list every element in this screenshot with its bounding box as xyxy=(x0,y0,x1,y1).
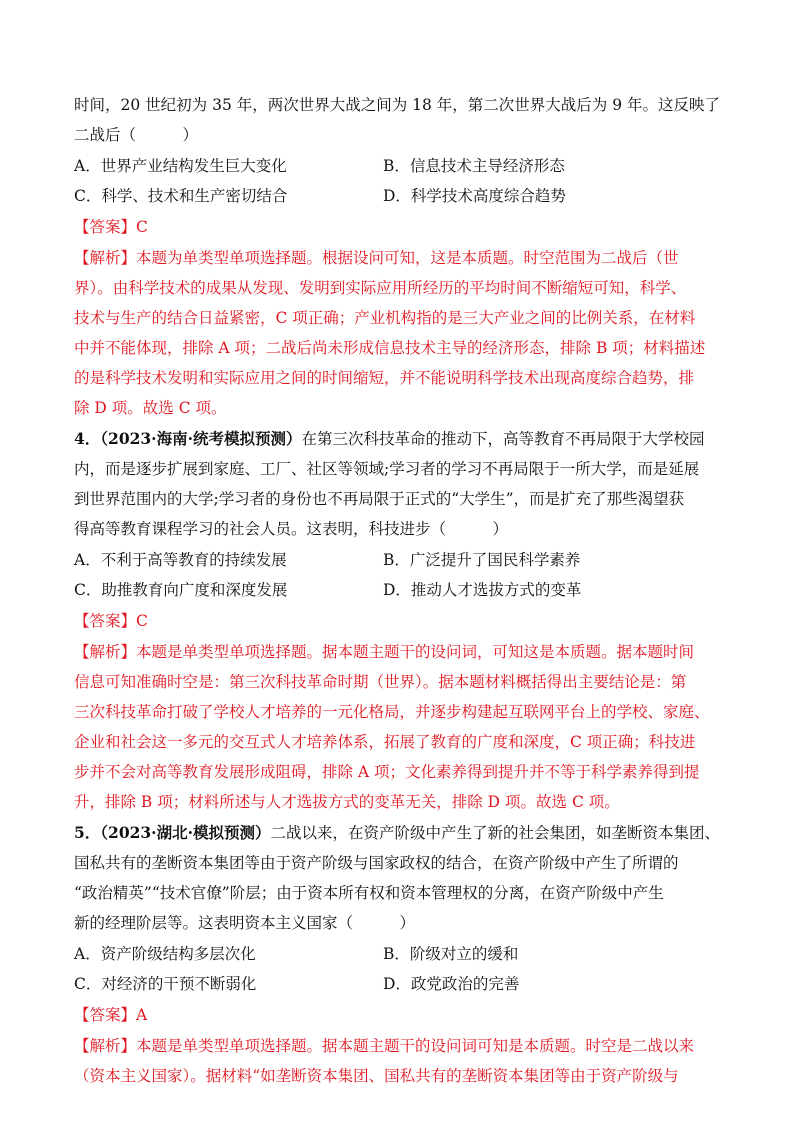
q4-option-a: A．不利于高等教育的持续发展 xyxy=(74,551,287,569)
q5-number: 5．（2023·湖北·模拟预测） xyxy=(74,823,271,842)
q5-stem-first-text: 二战以来，在资产阶级中产生了新的社会集团，如垄断资本集团、 xyxy=(270,824,720,842)
q3-analysis-line: 中并不能体现，排除 A 项；二战后尚未形成信息技术主导的经济形态，排除 B 项；材料描述 xyxy=(74,339,706,357)
q4-option-d: D．推动人才选拔方式的变革 xyxy=(383,581,582,599)
q3-option-d: D．科学技术高度综合趋势 xyxy=(383,187,566,205)
q3-answer: 【答案】C xyxy=(74,218,148,236)
q5-analysis-line: 【解析】本题是单类型单项选择题。据本题主题干的设问词可知是本质题。时空是二战以来 xyxy=(74,1037,695,1055)
q5-stem-line: “政治精英”“技术官僚”阶层；由于资本所有权和资本管理权的分离，在资产阶级中产生 xyxy=(74,884,664,902)
q4-answer: 【答案】C xyxy=(74,612,148,630)
q4-analysis-line: 步并不会对高等教育发展形成阻碍，排除 A 项；文化素养得到提升并不等于科学素养得到提 xyxy=(74,763,700,781)
q4-analysis-line: 【解析】本题是单类型单项选择题。据本题主题干的设问词，可知这是本质题。据本题时间 xyxy=(74,643,695,661)
q3-stem-line: 二战后（ ） xyxy=(74,126,199,144)
q3-option-c: C．科学、技术和生产密切结合 xyxy=(74,187,288,205)
q4-stem-first-text: 在第三次科技革命的推动下，高等教育不再局限于大学校园 xyxy=(301,430,705,448)
q5-stem-line: 国私共有的垄断资本集团等由于资产阶级与国家政权的结合，在资产阶级中产生了所谓的 xyxy=(74,854,679,872)
q4-stem-line: 到世界范围内的大学;学习者的身份也不再局限于正式的“大学生”，而是扩充了那些渴望获 xyxy=(74,490,685,508)
q5-analysis-line: （资本主义国家）。据材料“如垄断资本集团、国私共有的垄断资本集团等由于资产阶级与 xyxy=(74,1067,679,1085)
q5-answer: 【答案】A xyxy=(74,1006,148,1024)
q4-analysis-line: 三次科技革命打破了学校人才培养的一元化格局，并逐步构建起互联网平台上的学校、家庭、 xyxy=(74,703,710,721)
q5-stem-first xyxy=(74,818,734,848)
q3-option-a: A．世界产业结构发生巨大变化 xyxy=(74,157,287,175)
q3-analysis-line: 除 D 项。故选 C 项。 xyxy=(74,399,227,417)
q3-analysis-line: 的是科学技术发明和实际应用之间的时间缩短，并不能说明科学技术出现高度综合趋势，排 xyxy=(74,369,695,387)
q5-option-a: A．资产阶级结构多层次化 xyxy=(74,945,256,963)
q4-stem-line: 得高等教育课程学习的社会人员。这表明，科技进步（ ） xyxy=(74,520,509,538)
q4-option-c: C．助推教育向广度和深度发展 xyxy=(74,581,288,599)
q3-analysis-line: 【解析】本题为单类型单项选择题。根据设问可知，这是本质题。时空范围为二战后（世 xyxy=(74,249,679,267)
q5-stem-line: 新的经理阶层等。这表明资本主义国家（ ） xyxy=(74,914,416,932)
q3-stem-line: 时间，20 世纪初为 35 年，两次世界大战之间为 18 年，第二次世界大战后为 9 年。这反映了 xyxy=(74,96,721,114)
q4-analysis-line: 企业和社会这一多元的交互式人才培养体系，拓展了教育的广度和深度，C 项正确；科技进 xyxy=(74,733,696,751)
q3-analysis-line: 界）。由科学技术的成果从发现、发明到实际应用所经历的平均时间不断缩短可知，科学、 xyxy=(74,279,687,297)
q4-stem-first xyxy=(74,424,734,454)
q4-analysis-line: 信息可知准确时空是：第三次科技革命时期（世界）。据本题材料概括得出主要结论是：第 xyxy=(74,673,687,691)
q3-option-b: B．信息技术主导经济形态 xyxy=(383,157,565,175)
q5-option-d: D．政党政治的完善 xyxy=(383,975,520,993)
q4-stem-line: 内，而是逐步扩展到家庭、工厂、社区等领域;学习者的学习不再局限于一所大学，而是延展 xyxy=(74,460,700,478)
q4-option-b: B．广泛提升了国民科学素养 xyxy=(383,551,581,569)
q3-analysis-line: 技术与生产的结合日益紧密，C 项正确；产业机构指的是三大产业之间的比例关系，在材料 xyxy=(74,309,696,327)
q4-number: 4．（2023·海南·统考模拟预测） xyxy=(74,429,302,448)
q4-analysis-line: 升，排除 B 项；材料所述与人才选拔方式的变革无关，排除 D 项。故选 C 项。 xyxy=(74,793,620,811)
q5-option-b: B．阶级对立的缓和 xyxy=(383,945,519,963)
q5-option-c: C．对经济的干预不断弱化 xyxy=(74,975,257,993)
